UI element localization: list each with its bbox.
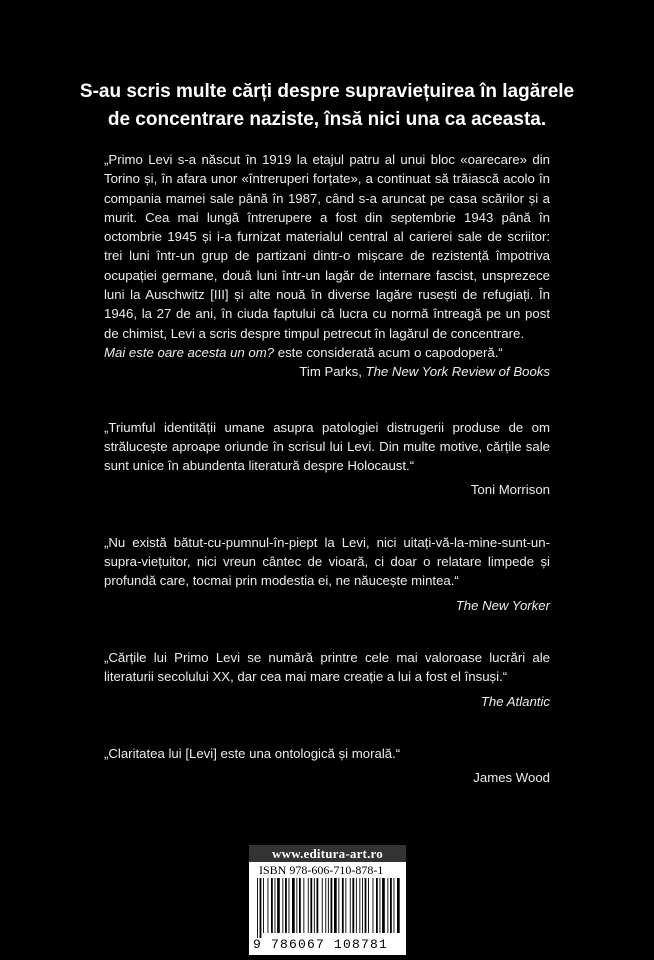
- book-title: Mai este oare acesta un om?: [104, 344, 275, 360]
- quote-attribution: James Wood: [473, 770, 550, 786]
- quote-text: „Cărțile lui Primo Levi se numără printre cele mai valoroase lucrări ale literaturii secolului XX, dar cea mai mare creație a lui a fost el însuși.“: [104, 649, 550, 685]
- isbn-label: ISBN 978-606-710-878-1: [259, 863, 384, 877]
- quotes-section: [104, 150, 550, 787]
- headline-line-1: S-au scris multe cărți despre supraviețuirea în lagărele: [79, 81, 575, 102]
- quote-toni-morrison: [104, 418, 550, 500]
- quote-text: „Claritatea lui [Levi] este una ontologică și morală.“: [104, 745, 401, 761]
- barcode-box: [249, 845, 406, 955]
- headline: [60, 78, 594, 134]
- quote-attribution: Tim Parks, The New York Review of Books: [299, 364, 550, 380]
- publisher-website: www.editura-art.ro: [249, 845, 406, 862]
- quote-new-yorker: [104, 533, 550, 615]
- quote-text: „Triumful identității umane asupra patologiei distrugerii produse de om strălucește aproape oriunde în scrisul lui Levi. Din multe motive, cărțile sale sunt unice în abundenta literatură despre Holocaust.“: [104, 419, 550, 474]
- quote-atlantic: [104, 648, 550, 711]
- barcode-icon: [255, 878, 400, 938]
- quote-text: „Primo Levi s-a născut în 1919 la etajul patru al unui bloc «oarecare» din Torino și, în afara unor «întreruperi forțate», a continuat să trăiască acolo în compania mamei sale până în 1987, când s-a aruncat pe casa scărilor și a murit. Cea mai lungă întrerupere a fost din septembrie 1943 până în octombrie 1945 și i-a furnizat materialul central al carierei sale de scriitor: trei luni într-un grup de partizani dintr-o mișcare de rezistență împotriva ocupației germane, două luni într-un lagăr de internare fascist, unsprezece luni la Auschwitz [III] și alte nouă în diverse lagăre rusești de refugiați. În 1946, la 27 de ani, în ciuda faptului că lucra cu normă întreagă pe un post de chimist, Levi a scris despre timpul petrecut în lagărul de concentrare. Mai este oare acesta un om? este considerată acum o capodoperă.“: [104, 152, 550, 360]
- quote-tim-parks: [104, 150, 550, 382]
- quote-attribution: The New Yorker: [455, 597, 550, 613]
- quote-attribution: Toni Morrison: [470, 482, 550, 498]
- quote-attribution: The Atlantic: [480, 693, 550, 709]
- quote-james-wood: [104, 744, 550, 788]
- barcode-digits: 9 786067 108781: [253, 937, 389, 952]
- headline-line-2: de concentrare naziste, însă nici una ca aceasta.: [107, 109, 547, 130]
- quote-text: „Nu există bătut-cu-pumnul-în-piept la Levi, nici uitați-vă-la-mine-sunt-un-supra-viețuitor, nici vreun cântec de vioară, ci doar o relatare limpede și profundă care, tocmai prin modestia ei, ne năucește mintea.“: [104, 534, 550, 589]
